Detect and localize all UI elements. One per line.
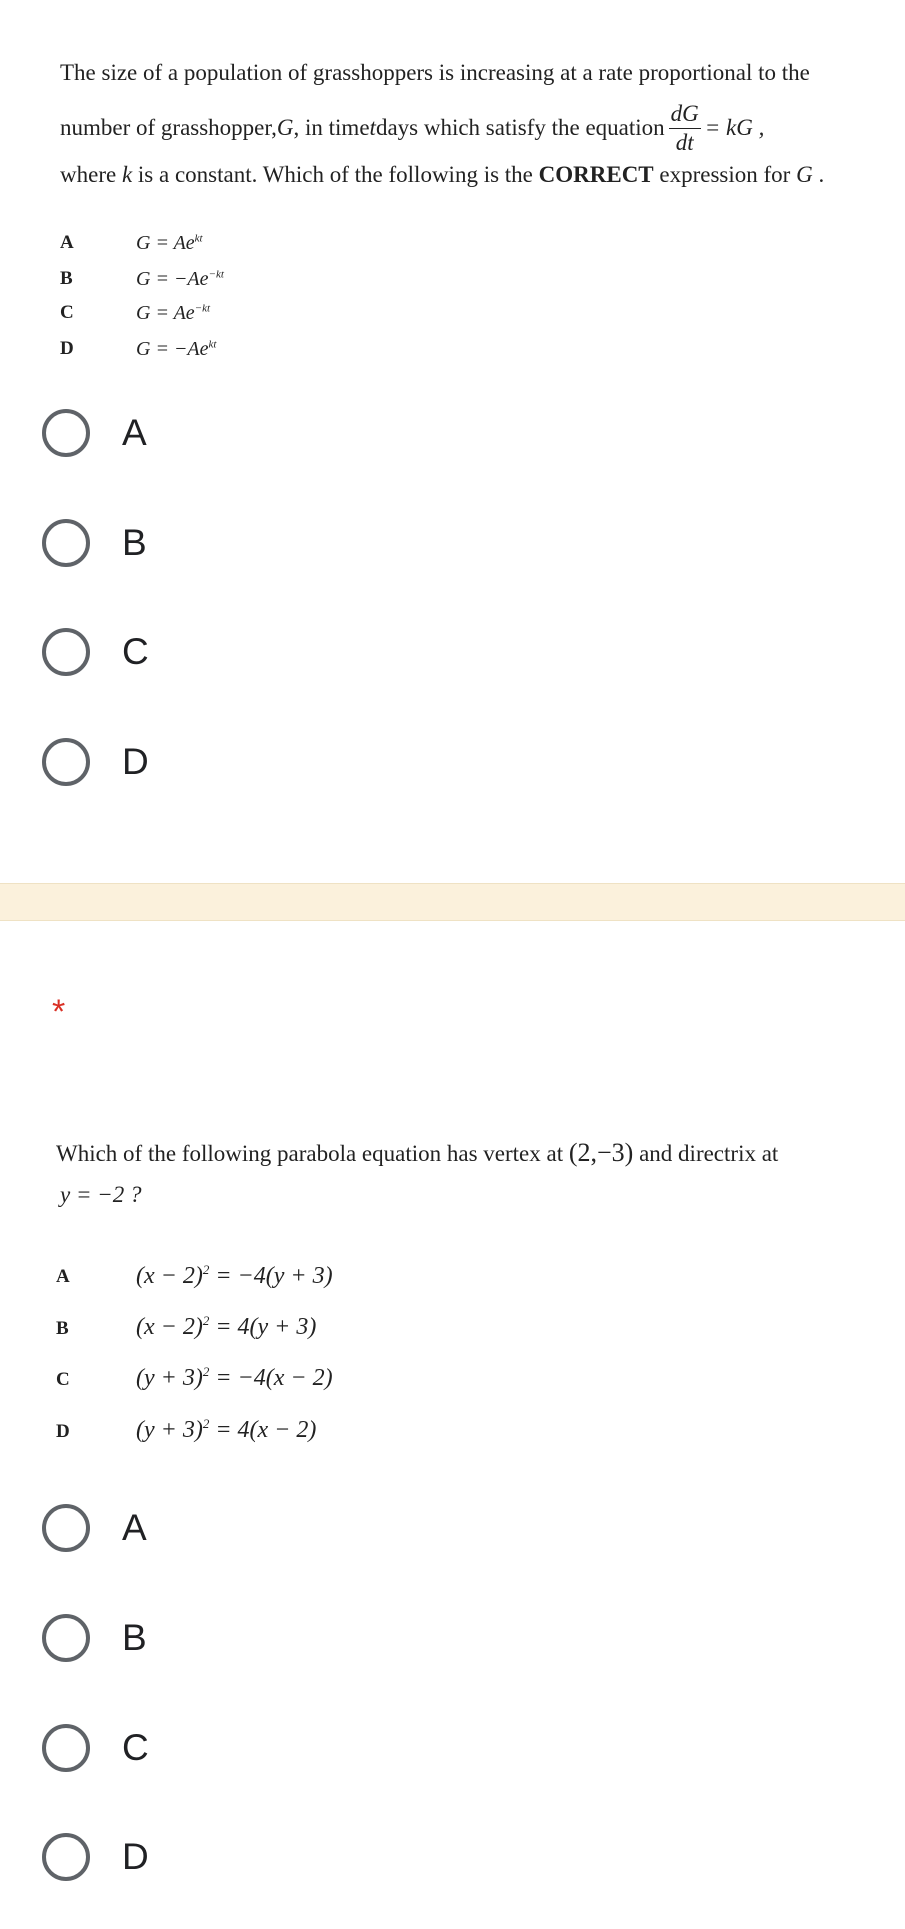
question1-line1: The size of a population of grasshoppers is increasing at a rate proportional to the xyxy=(60,60,810,85)
q1-radio-option-d[interactable] xyxy=(42,732,149,792)
question2-line1: Which of the following parabola equation has vertex at (2,−3) and directrix at xyxy=(56,1138,779,1167)
radio-circle-icon[interactable] xyxy=(42,519,90,567)
q1-radio-option-c[interactable] xyxy=(42,622,149,682)
q1-option-formula: $G = -Ae^{-kt}$ xyxy=(136,268,224,290)
question1-line2: number of grasshopper, G , in time t days which satisfy the equation $\frac{dG}{dt}$ = kG , xyxy=(60,100,765,155)
q1-radio-option-a[interactable] xyxy=(42,403,147,463)
section-divider xyxy=(0,883,905,921)
q1-option-letter: A xyxy=(60,232,74,253)
q1-option-letter: C xyxy=(60,302,74,323)
radio-circle-icon[interactable] xyxy=(42,1833,90,1881)
q2-option-formula: $(y + 3)^2 = -4(x - 2)$ xyxy=(136,1364,333,1391)
q2-radio-option-d[interactable] xyxy=(42,1827,149,1887)
radio-circle-icon[interactable] xyxy=(42,1724,90,1772)
q2-option-formula: $(y + 3)^2 = 4(x - 2)$ xyxy=(136,1416,317,1443)
q2-option-letter: D xyxy=(56,1421,70,1442)
q1-option-formula: $G = -Ae^{kt}$ xyxy=(136,338,217,360)
radio-circle-icon[interactable] xyxy=(42,738,90,786)
radio-label: A xyxy=(122,1507,147,1548)
q2-option-letter: A xyxy=(56,1266,70,1287)
radio-circle-icon[interactable] xyxy=(42,628,90,676)
q2-option-letter: C xyxy=(56,1369,70,1390)
radio-label: B xyxy=(122,522,147,563)
radio-circle-icon[interactable] xyxy=(42,1504,90,1552)
q1-option-formula: $G = Ae^{kt}$ xyxy=(136,232,203,254)
q1-radio-option-b[interactable] xyxy=(42,513,147,573)
required-asterisk: * xyxy=(52,993,66,1031)
radio-label: D xyxy=(122,741,149,782)
q1-option-letter: D xyxy=(60,338,74,359)
q2-option-formula: $(x - 2)^2 = -4(y + 3)$ xyxy=(136,1262,333,1289)
dg-dt-fraction: $\frac{dG}{dt}$ xyxy=(670,100,699,155)
question2-line2: y = −2 ? xyxy=(60,1182,142,1207)
q1-option-formula: $G = Ae^{-kt}$ xyxy=(136,302,211,324)
q2-radio-option-a[interactable] xyxy=(42,1498,147,1558)
radio-label: C xyxy=(122,1727,149,1768)
q2-radio-option-c[interactable] xyxy=(42,1718,149,1778)
radio-circle-icon[interactable] xyxy=(42,409,90,457)
radio-label: A xyxy=(122,412,147,453)
q1-option-letter: B xyxy=(60,268,73,289)
radio-label: D xyxy=(122,1836,149,1877)
radio-label: B xyxy=(122,1617,147,1658)
q2-option-formula: $(x - 2)^2 = 4(y + 3)$ xyxy=(136,1313,317,1340)
radio-circle-icon[interactable] xyxy=(42,1614,90,1662)
radio-label: C xyxy=(122,631,149,672)
q2-radio-option-b[interactable] xyxy=(42,1608,147,1668)
question1-line3: where k is a constant. Which of the following is the CORRECT expression for G . xyxy=(60,162,825,187)
q2-option-letter: B xyxy=(56,1318,69,1339)
